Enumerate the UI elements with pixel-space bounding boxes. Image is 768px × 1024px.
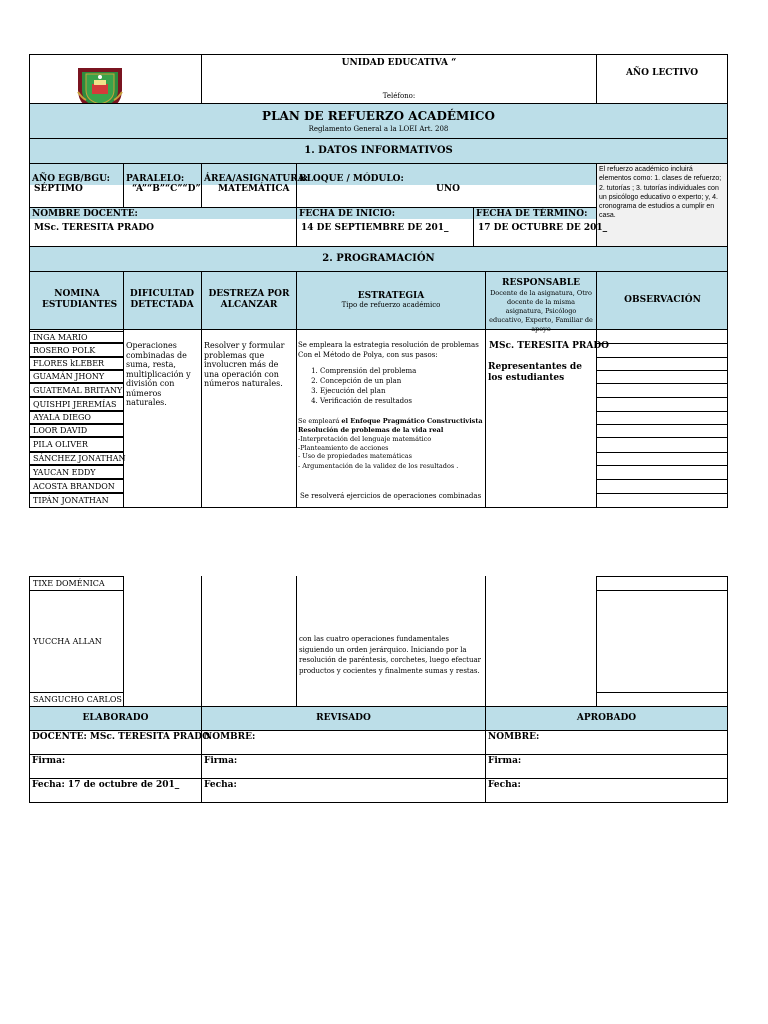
student-row: YAUCAN EDDY (29, 465, 124, 479)
student-row: FLORES kLEBER (29, 357, 124, 370)
bloque-label: BLOQUE / MÓDULO: (299, 174, 404, 184)
bloque-value: UNO (436, 184, 460, 194)
col-observacion: OBSERVACIÓN (624, 295, 701, 305)
termino-label: FECHA DE TÉRMINO: (476, 209, 588, 219)
firma-nombre-revisado: NOMBRE: (204, 732, 256, 742)
firma-revisado: Firma: (204, 756, 238, 766)
responsable-representantes: Representantes de los estudiantes (488, 362, 582, 383)
school-name: UNIDAD EDUCATIVA “ (341, 58, 457, 68)
student-row: TIPÁN JONATHAN (29, 493, 124, 508)
student-row: PILA OLIVER (29, 437, 124, 452)
elaborado-label: ELABORADO (82, 713, 149, 723)
docente-value: MSc. TERESITA PRADO (34, 223, 155, 233)
student-row: YUCCHA ALLAN (29, 590, 124, 693)
paralelo-label: PARALELO: (126, 174, 185, 184)
estrategia-block (298, 340, 484, 406)
responsable-docente: MSc. TERESITA PRADO (489, 341, 610, 351)
student-row: GUATEMAL BRITANY (29, 383, 124, 397)
page-subtitle: Reglamento General a la LOEI Art. 208 (308, 125, 449, 133)
datos-section-title: 1. DATOS INFORMATIVOS (29, 138, 728, 164)
student-row: QUISHPI JEREMÍAS (29, 397, 124, 411)
resolvera-text: Se resolverá ejercicios de operaciones combinadas (300, 492, 482, 500)
header-logo-cell (29, 54, 202, 104)
enfoque-title: Resolución de problemas de la vida real (298, 426, 444, 434)
firma-docente: DOCENTE: MSc. TERESITA PRADO (32, 732, 210, 742)
firma-elaborado: Firma: (32, 756, 66, 766)
student-row: TIXE DOMÉNICA (29, 576, 124, 591)
student-row: ROSERO POLK (29, 343, 124, 357)
termino-value: 17 DE OCTUBRE DE 201_ (478, 223, 608, 233)
anio-value: SÉPTIMO (34, 184, 83, 194)
fecha-elaborado: Fecha: 17 de octubre de 201_ (32, 780, 180, 790)
estrategia-continuacion: con las cuatro operaciones fundamentales siguiendo un orden jerárquico. Iniciando por la resolución de paréntesis, corchetes, luego efectuar productos y cocientes y finalmente sumas y restas. (299, 635, 481, 675)
student-row: SÁNCHEZ JONATHAN (29, 452, 124, 465)
student-row: SANGUCHO CARLOS (29, 692, 124, 707)
enfoque-line: Se empleará el Enfoque Pragmático Constructivista (298, 417, 483, 425)
phone-label: Teléfono: (382, 92, 416, 100)
col-dificultad: DIFICULTAD DETECTADA (129, 289, 195, 310)
estrategia-steps (298, 366, 484, 406)
programacion-section-title: 2. PROGRAMACIÓN (29, 246, 728, 272)
paralelo-value: “A”“B”“C”“D” (132, 184, 201, 194)
estrategia-intro: Se empleara la estrategia resolución de problemas Con el Método de Polya, con sus pasos: (298, 341, 479, 359)
anio-label: AÑO EGB/BGU: (32, 174, 110, 184)
enfoque-item: -Planteamiento de acciones (298, 444, 389, 452)
revisado-label: REVISADO (316, 713, 371, 723)
col-destreza: DESTREZA POR ALCANZAR (208, 289, 290, 310)
page-title: PLAN DE REFUERZO ACADÉMICO (262, 109, 495, 123)
enfoque-item: -Interpretación del lenguaje matemático (298, 435, 432, 443)
aprobado-label: APROBADO (576, 713, 637, 723)
col-responsable: RESPONSABLE (502, 278, 580, 288)
estrategia-step: 2. Concepción de un plan (320, 376, 484, 386)
col-estrategia: ESTRATEGIA (357, 291, 425, 301)
refuerzo-note: El refuerzo académico incluirá elementos como: 1. clases de refuerzo; 2. tutorías ; 3. tutorías individuales con un psicólogo educativo o experto; y, 4. cronograma de estudios a cumplir en casa. (596, 163, 728, 247)
enfoque-item: - Argumentación de la validez de los resultados . (298, 462, 459, 470)
col-estrategia-sub: Tipo de refuerzo académico (341, 301, 441, 309)
school-year-label: AÑO LECTIVO (625, 68, 699, 78)
student-row: ACOSTA BRANDON (29, 479, 124, 493)
estrategia-step: 1. Comprensión del problema (320, 366, 484, 376)
col-responsable-sub: Docente de la asignatura, Otro docente de la misma asignatura, Psicólogo educativo, Experto, Familiar de apoyo (489, 289, 593, 333)
dificultad-text: Operaciones combinadas de suma, resta, multiplicación y división con números naturales. (126, 341, 191, 407)
firma-nombre-aprobado: NOMBRE: (488, 732, 540, 742)
inicio-value: 14 DE SEPTIEMBRE DE 201_ (301, 223, 449, 233)
student-row: GUAMÁN JHONY (29, 370, 124, 383)
fecha-aprobado: Fecha: (488, 780, 521, 790)
firma-aprobado: Firma: (488, 756, 522, 766)
enfoque-item: - Uso de propiedades matemáticas (298, 452, 412, 460)
col-nomina: NOMINA ESTUDIANTES (42, 289, 118, 310)
estrategia-step: 4. Verificación de resultados (320, 396, 484, 406)
area-label: ÁREA/ASIGNATURA: (204, 174, 309, 184)
student-row: LOOR DAVID (29, 424, 124, 437)
area-value: MATEMÁTICA (218, 184, 290, 194)
inicio-label: FECHA DE INICIO: (299, 209, 396, 219)
docente-label: NOMBRE DOCENTE: (32, 209, 138, 219)
header-school-cell (201, 54, 597, 104)
estrategia-step: 3. Ejecución del plan (320, 386, 484, 396)
student-row: INGA MARIO (29, 331, 124, 343)
destreza-text: Resolver y formular problemas que involucren más de una operación con números naturales. (204, 341, 285, 388)
title-band (29, 103, 728, 139)
student-row: AYALA DIEGO (29, 411, 124, 424)
header-year-cell (596, 54, 728, 104)
fecha-revisado: Fecha: (204, 780, 237, 790)
